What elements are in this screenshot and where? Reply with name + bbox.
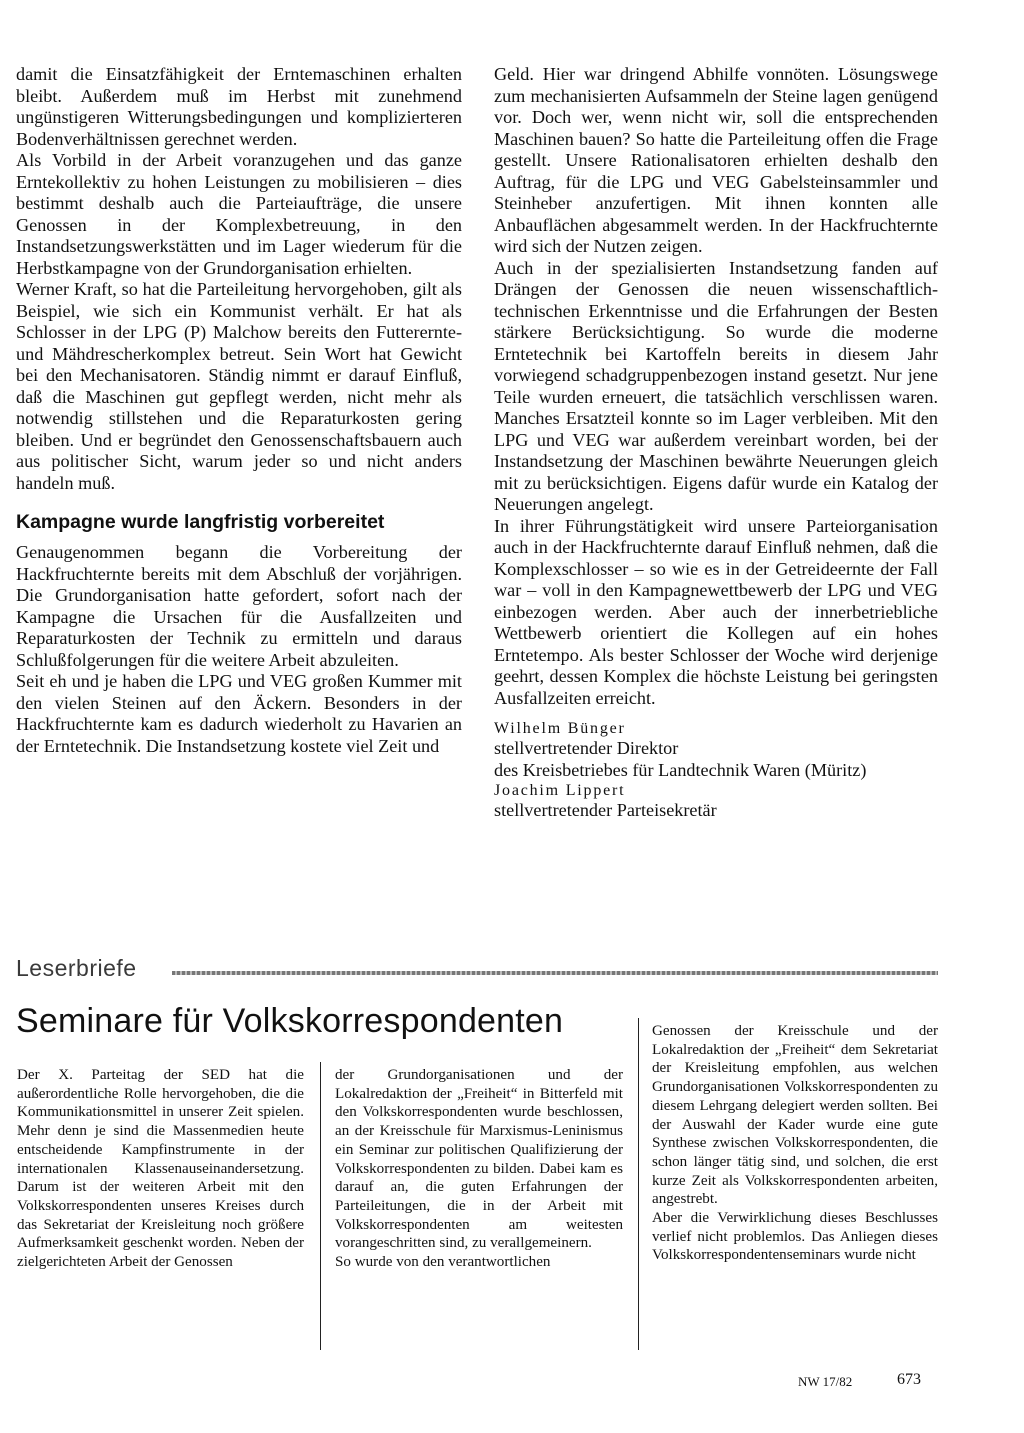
author-role: des Kreisbetriebes für Landtechnik Waren (Müritz): [494, 759, 867, 780]
article-column-right: [494, 64, 938, 822]
paragraph: der Grundorganisationen und der Lokalredaktion der „Freiheit“ in Bitterfeld mit den Volkskorrespondenten wurde beschlossen, an der Kreisschule für Marxismus-Leninismus ein Seminar zur politischen Qualifizierung der Volkskorrespondenten zu bilden. Dabei kam es darauf an, die guten Erfahrungen der Parteileitungen, die in der Arbeit mit Volkskorrespondenten am weitesten vorangeschritten sind, zu verallgemeinern.: [335, 1067, 623, 1252]
author-role: stellvertretender Direktor: [494, 738, 679, 758]
article-column-left: [16, 64, 462, 757]
section-subheading: Kampagne wurde langfristig vorbereitet: [16, 511, 385, 533]
author-role: stellvertretender Parteisekretär: [494, 800, 717, 820]
issue-number: NW 17/82: [798, 1374, 853, 1389]
paragraph: Geld. Hier war dringend Abhilfe vonnöten. Lösungswege zum mechanisierten Aufsammeln der Steine lagen genügend vor. Doch wer, wenn nicht wir, soll die entsprechenden Maschinen bauen? So hatte die Parteileitung offen die Frage gestellt. Unsere Rationalisatoren erhielten deshalb den Auftrag, für die LPG und VEG Gabelsteinsammler und Steinheber anzufertigen. Mit ihnen konnten alle Anbauflächen abgesammelt werden. In der Hackfruchternte wird sich der Nutzen zeigen.: [494, 64, 938, 256]
column-divider: [638, 1018, 639, 1350]
paragraph: Werner Kraft, so hat die Parteileitung hervorgehoben, gilt als Beispiel, wie sich ein Kommunist verhält. Er hat als Schlosser in der LPG (P) Malchow bereits den Futterernte- und Mähdrescherkomplex betreut. Sein Wort hat Gewicht bei den Mechanisatoren. Ständig nimmt er darauf Einfluß, daß die Maschinen gut gepflegt werden, nicht mehr als notwendig stillstehen und die Reparaturkosten gering bleiben. Und er begründet den Genossenschaftsbauern auch aus politischer Sicht, warum jeder so und nicht anders handeln muß.: [16, 279, 462, 493]
paragraph: Als Vorbild in der Arbeit voranzugehen und das ganze Erntekollektiv zu hohen Leistungen zu mobilisieren – dies bestimmt deshalb auch die Parteiaufträge, die unsere Genossen in der Komplexbetreuung, in den Instandsetzungswerkstätten und im Lager wiederum für die Herbstkampagne von der Grundorganisation erhielten.: [16, 150, 462, 278]
author-signature: [494, 719, 938, 822]
paragraph: In ihrer Führungstätigkeit wird unsere Parteiorganisation auch in der Hackfruchternte darauf Einfluß nehmen, daß die Komplexschlosser – so wie es in der Getreideernte der Fall war – voll in den Kampagnewettbewerb der LPG und VEG einbezogen werden. Aber auch der innerbetriebliche Wettbewerb orientiert die Kollegen auf ein hohes Erntetempo. Als bester Schlosser der Woche wird derjenige geehrt, dessen Komplex die höchste Leistung bei geringsten Ausfallzeiten erreicht.: [494, 515, 938, 708]
letter-column-3: [652, 1022, 938, 1265]
paragraph: Seit eh und je haben die LPG und VEG großen Kummer mit den vielen Steinen auf den Äckern. Besonders in der Hackfruchternte kam es dadurch wiederholt zu Havarien an der Erntetechnik. Die Instandsetzung kostete viel Zeit und: [16, 671, 462, 756]
paragraph: Genossen der Kreisschule und der Lokalredaktion der „Freiheit“ dem Sekretariat der Kreisleitung empfohlen, aus welchen Grundorganisationen Volkskorrespondenten zu diesem Lehrgang delegiert werden sollten. Bei der Auswahl der Kader wurde eine gute Synthese zwischen Volkskorrespondenten, die schon länger tätig sind, und solchen, die erst kurze Zeit als Volkskorrespondenten arbeiten, angestrebt.: [652, 1023, 938, 1208]
paragraph: Genaugenommen begann die Vorbereitung der Hackfruchternte bereits mit dem Abschluß der vorjährigen. Die Grundorganisation hatte gefordert, sofort nach der Kampagne die Ursachen für die Ausfallzeiten und Reparaturkosten der Technik zu ermitteln und daraus Schlußfolgerungen für die weitere Arbeit abzuleiten.: [16, 542, 462, 670]
paragraph: damit die Einsatzfähigkeit der Erntemaschinen erhalten bleibt. Außerdem muß im Herbst mit zunehmend ungünstigeren Witterungsbedingungen und komplizierteren Bodenverhältnissen gerechnet werden.: [16, 64, 462, 149]
page-number: 673: [897, 1371, 921, 1388]
section-divider: [172, 971, 938, 975]
author-name: Joachim Lippert: [494, 782, 626, 799]
article-headline: Seminare für Volkskorrespondenten: [16, 1002, 564, 1040]
section-label: Leserbriefe: [16, 955, 137, 981]
letter-column-1: [17, 1066, 304, 1272]
author-name: Wilhelm Bünger: [494, 720, 626, 737]
paragraph: Der X. Parteitag der SED hat die außerordentliche Rolle hervorgehoben, die die Kommunikationsmittel in unserer Zeit spielen. Mehr denn je sind die Massenmedien heute entscheidende Kampfinstrumente in der internationalen Klassenauseinandersetzung. Darum ist der weiteren Arbeit mit den Volkskorrespondenten unseres Kreises durch das Sekretariat der Kreisleitung noch größere Aufmerksamkeit geschenkt worden. Neben der zielgerichteten Arbeit der Genossen: [17, 1067, 304, 1271]
paragraph: Auch in der spezialisierten Instandsetzung fanden auf Drängen der Genossen die neuen wissenschaftlich-technischen Erkenntnisse und die Erfahrungen der Besten stärkere Berücksichtigung. So wurde die moderne Erntetechnik bei Kartoffeln bereits in diesem Jahr vorwiegend schadgruppenbezogen instand gesetzt. Nur jene Teile wurden erneuert, die tatsächlich verschlissen waren. Manches Ersatzteil konnte so im Lager verbleiben. Mit den LPG und VEG war außerdem vereinbart worden, bei der Instandsetzung der Maschinen bewährte Neuerungen gleich mit zu berücksichtigen. Eigens dafür wurde ein Katalog der Neuerungen angelegt.: [494, 257, 938, 514]
column-divider: [320, 1062, 321, 1350]
paragraph: Aber die Verwirklichung dieses Beschlusses verlief nicht problemlos. Das Anliegen dieses Volkskorrespondentenseminars wurde nicht: [652, 1210, 938, 1264]
paragraph: So wurde von den verantwortlichen: [335, 1254, 551, 1271]
letter-column-2: [335, 1066, 623, 1272]
